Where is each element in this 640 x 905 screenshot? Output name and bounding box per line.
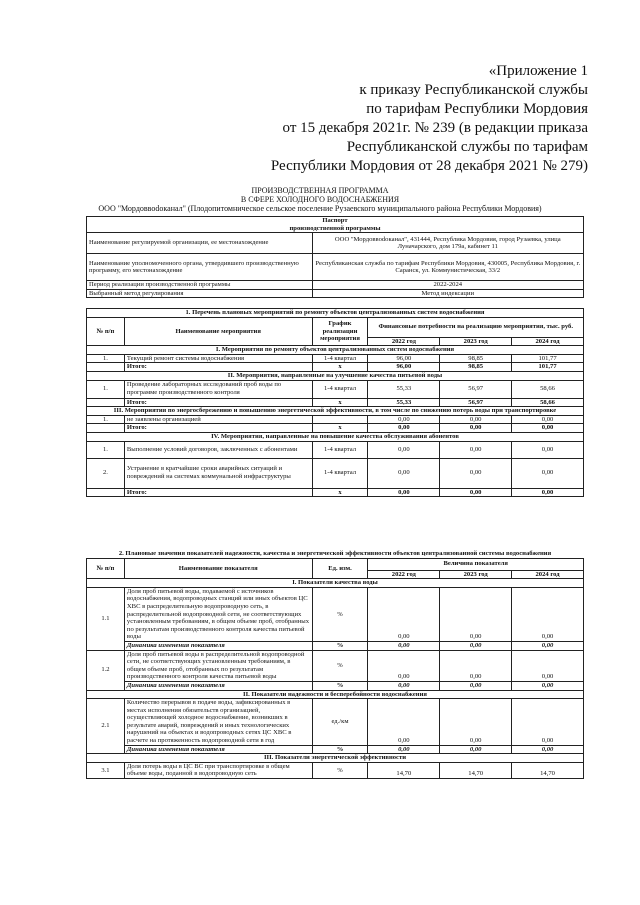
row-name: Устранение в кратчайшие сроки аварийных ситуаций и повреждений на системах коммунальной инфраструктуры [124, 458, 312, 488]
total-row [87, 424, 584, 433]
row-value: 0,00 [368, 699, 440, 746]
header-line-1: «Приложение 1 [488, 63, 588, 79]
row-value: 0,00 [368, 587, 440, 641]
row-schedule: 1-4 квартал [312, 354, 368, 363]
dynamics-value: 0,00 [368, 745, 440, 754]
row-value: 98,85 [440, 354, 512, 363]
row-schedule: 1-4 квартал [312, 441, 368, 458]
t1-section-3: III. Мероприятия по энергосбережению и повышению энергетической эффективности, в том числе по снижению потерь воды при транспортировке [87, 407, 584, 416]
passport-table [86, 216, 584, 298]
row-value: 0,00 [440, 650, 512, 681]
dynamics-row [87, 681, 584, 690]
total-value: 96,00 [368, 363, 440, 372]
passport-value: 2022-2024 [312, 281, 583, 290]
table-row [87, 650, 584, 681]
passport-title-1: Паспорт [322, 217, 348, 224]
row-value: 0,00 [440, 587, 512, 641]
table-row [87, 762, 584, 778]
row-value: 0,00 [512, 415, 584, 424]
row-value: 58,66 [512, 380, 584, 398]
dynamics-unit: % [312, 681, 368, 690]
row-value: 0,00 [368, 458, 440, 488]
row-value: 0,00 [512, 441, 584, 458]
total-row [87, 398, 584, 407]
row-value: 0,00 [512, 458, 584, 488]
total-value: 56,97 [440, 398, 512, 407]
row-value: 0,00 [440, 441, 512, 458]
t1-col-name: Наименование мероприятия [124, 317, 312, 346]
table-row [87, 587, 584, 641]
row-schedule: 1-4 квартал [312, 380, 368, 398]
row-value: 0,00 [368, 441, 440, 458]
t1-year: 2023 год [440, 337, 512, 346]
passport-title [87, 217, 584, 233]
t2-title: 2. Плановые значения показателей надежности, качества и энергетической эффективности объектов централизованной системы водоснабжения [118, 550, 552, 557]
program-org: ООО "Мордоввоdоканал" (Плодопитомническое сельское поселение Рузаевского муниципального района Республики Мордовия) [98, 204, 542, 213]
total-value: 0,00 [368, 488, 440, 497]
total-label: Итого: [124, 488, 312, 497]
dynamics-row [87, 745, 584, 754]
row-name: Доля проб питьевой воды в распределительной водопроводной сети, не соответствующих установленным требованиям, в общем объеме проб, отобранных по результатам производственного контроля качества питьевой воды [124, 650, 312, 681]
row-name: Доля проб питьевой воды, подаваемой с источников водоснабжения, водопроводных станций или иных объектов ЦС ХВС в распределительную водопроводную сеть, в распределительной водопроводной сети, не соответствующих установленным требованиям, в общем объеме проб, отобранных по результатам производственного контроля качества питьевой воды [124, 587, 312, 641]
t2-year: 2023 год [440, 570, 512, 579]
total-schedule: х [312, 488, 368, 497]
row-unit: ед./км [312, 699, 368, 746]
header-line-6: Республики Мордовия от 28 декабря 2021 № 279) [270, 158, 588, 174]
row-value: 14,70 [440, 762, 512, 778]
total-schedule: х [312, 398, 368, 407]
row-num: 1. [87, 415, 125, 424]
header-line-2: к приказу Республиканской службы [359, 82, 588, 98]
total-value: 0,00 [368, 424, 440, 433]
row-num: 1.2 [87, 650, 125, 690]
passport-label: Наименование регулируемой организации, ее местонахождение [87, 233, 313, 254]
row-value: 96,00 [368, 354, 440, 363]
row-value: 0,00 [440, 415, 512, 424]
row-num: 1. [87, 441, 125, 458]
row-value: 55,33 [368, 380, 440, 398]
table-row [87, 380, 584, 398]
passport-label: Выбранный метод регулирования [87, 289, 313, 298]
t2-year: 2022 год [368, 570, 440, 579]
t2-col-value: Величина показателя [368, 558, 584, 570]
t1-section-2: II. Мероприятия, направленные на улучшение качества питьевой воды [87, 371, 584, 380]
passport-label: Период реализации производственной программы [87, 281, 313, 290]
row-value: 0,00 [368, 650, 440, 681]
passport-label: Наименование уполномоченного органа, утвердившего производственную программу, его местонахождение [87, 254, 313, 281]
header-line-4: от 15 декабря 2021г. № 239 (в редакции приказа [282, 120, 588, 136]
row-num: 3.1 [87, 762, 125, 778]
total-value: 0,00 [512, 488, 584, 497]
row-schedule [312, 415, 368, 424]
t2-section-1: I. Показатели качества воды [87, 579, 584, 588]
t2-col-name: Наименование показателя [124, 558, 312, 579]
row-value: 0,00 [512, 587, 584, 641]
dynamics-label: Динамика изменения показателя [124, 745, 312, 754]
passport-value: Республиканская служба по тарифам Республики Мордовия, 430005, Республика Мордовия, г. Саранск, ул. Коммунистическая, 33/2 [312, 254, 583, 281]
total-value: 98,85 [440, 363, 512, 372]
row-value: 14,70 [368, 762, 440, 778]
t1-year: 2024 год [512, 337, 584, 346]
indicators-table [86, 550, 584, 779]
total-schedule: х [312, 363, 368, 372]
dynamics-value: 0,00 [512, 745, 584, 754]
dynamics-label: Динамика изменения показателя [124, 681, 312, 690]
dynamics-label: Динамика изменения показателя [124, 641, 312, 650]
row-unit: % [312, 762, 368, 778]
row-value: 0,00 [512, 699, 584, 746]
row-num: 2. [87, 458, 125, 488]
row-unit: % [312, 587, 368, 641]
total-value: 0,00 [440, 488, 512, 497]
table-row [87, 415, 584, 424]
total-value: 0,00 [440, 424, 512, 433]
t1-col-fin: Финансовые потребности на реализацию мероприятия, тыс. руб. [368, 317, 584, 337]
t2-section-2: II. Показатели надежности и бесперебойности водоснабжения [87, 690, 584, 699]
activities-table [86, 308, 584, 497]
t2-year: 2024 год [512, 570, 584, 579]
t1-section-4: IV. Мероприятия, направленные на повышение качества обслуживания абонентов [87, 432, 584, 441]
dynamics-value: 0,00 [512, 681, 584, 690]
t1-col-num: № п/п [87, 317, 125, 346]
total-schedule: х [312, 424, 368, 433]
header-line-5: Республиканской службы по тарифам [346, 139, 588, 155]
passport-title-2: производственной программы [289, 224, 381, 232]
row-value: 0,00 [368, 415, 440, 424]
row-name: Количество перерывов в подаче воды, зафиксированных в местах исполнения обязательств организацией, осуществляющей холодное водоснабжение, возникших в результате аварий, повреждений и иных технологических нарушений на объектах и водопроводных сетях ЦС ХВС в расчете на протяженность водопроводной сети в год [124, 699, 312, 746]
dynamics-value: 0,00 [368, 641, 440, 650]
table-row [87, 458, 584, 488]
t1-col-schedule: График реализации мероприятия [312, 317, 368, 346]
row-name: Текущий ремонт системы водоснабжения [124, 354, 312, 363]
row-value: 0,00 [512, 650, 584, 681]
total-label: Итого: [124, 424, 312, 433]
row-name: Доля потерь воды в ЦС ВС при транспортировке в общем объеме воды, поданной в водопроводную сеть [124, 762, 312, 778]
total-value: 58,66 [512, 398, 584, 407]
t2-section-3: III. Показатели энергетической эффективности [87, 754, 584, 763]
row-value: 14,70 [512, 762, 584, 778]
row-name: не заявлены организацией [124, 415, 312, 424]
row-value: 101,77 [512, 354, 584, 363]
row-num: 1.1 [87, 587, 125, 650]
total-value: 0,00 [512, 424, 584, 433]
program-title-1: ПРОИЗВОДСТВЕННАЯ ПРОГРАММА [251, 186, 389, 195]
t2-col-unit: Ед. изм. [312, 558, 368, 579]
row-value: 0,00 [440, 699, 512, 746]
dynamics-row [87, 641, 584, 650]
passport-value: Метод индексации [312, 289, 583, 298]
total-row [87, 488, 584, 497]
dynamics-value: 0,00 [440, 641, 512, 650]
row-unit: % [312, 650, 368, 681]
appendix-header [228, 62, 588, 176]
total-row [87, 363, 584, 372]
total-label: Итого: [124, 363, 312, 372]
dynamics-value: 0,00 [368, 681, 440, 690]
row-num: 1. [87, 354, 125, 363]
row-num: 1. [87, 380, 125, 398]
t1-section-1: I. Мероприятия по ремонту объектов централизованных систем водоснабжения [87, 346, 584, 355]
row-value: 56,97 [440, 380, 512, 398]
total-value: 101,77 [512, 363, 584, 372]
table-row [87, 354, 584, 363]
row-name: Проведение лабораторных исследований проб воды по программе производственного контроля [124, 380, 312, 398]
table-row [87, 441, 584, 458]
total-label: Итого: [124, 398, 312, 407]
table-row [87, 699, 584, 746]
total-value: 55,33 [368, 398, 440, 407]
passport-value: ООО "Мордоввоdоканал", 431444, Республика Мордовия, город Рузаевка, улица Луначарского, дом 179а, кабинет 11 [312, 233, 583, 254]
row-value: 0,00 [440, 458, 512, 488]
dynamics-unit: % [312, 745, 368, 754]
row-name: Выполнение условий договоров, заключенных с абонентами [124, 441, 312, 458]
header-line-3: по тарифам Республики Мордовия [366, 101, 588, 117]
row-schedule: 1-4 квартал [312, 458, 368, 488]
row-num: 2.1 [87, 699, 125, 754]
dynamics-value: 0,00 [512, 641, 584, 650]
dynamics-unit: % [312, 641, 368, 650]
t1-title: 1. Перечень плановых мероприятий по ремонту объектов централизованных систем водоснабжения [87, 309, 584, 318]
program-titles [0, 186, 640, 213]
t2-col-num: № п/п [87, 558, 125, 579]
dynamics-value: 0,00 [440, 681, 512, 690]
dynamics-value: 0,00 [440, 745, 512, 754]
program-title-2: В СФЕРЕ ХОЛОДНОГО ВОДОСНАБЖЕНИЯ [240, 195, 400, 204]
t1-year: 2022 год [368, 337, 440, 346]
